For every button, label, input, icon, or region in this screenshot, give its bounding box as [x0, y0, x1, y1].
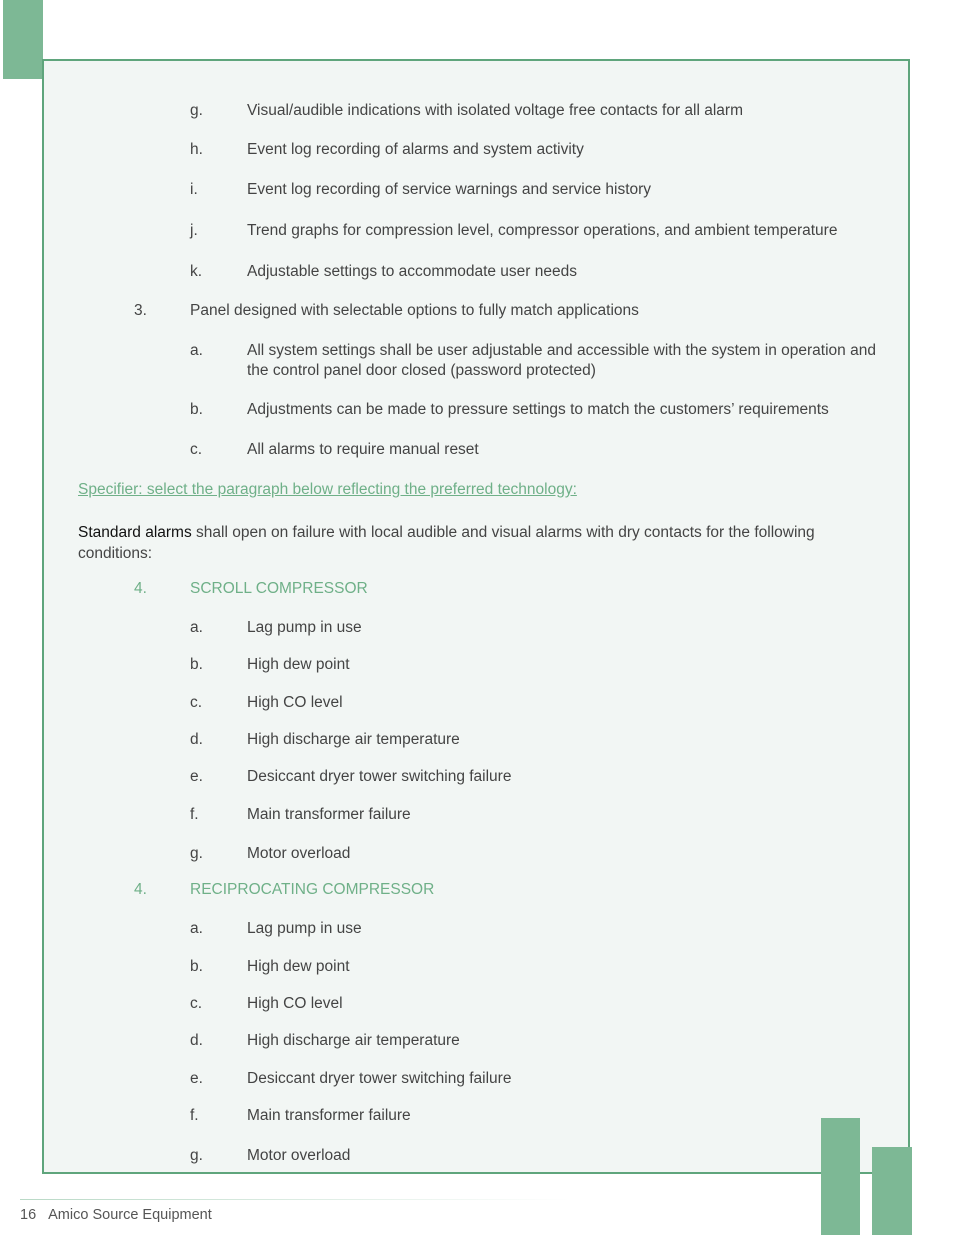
list-text: Panel designed with selectable options to fully match applications — [190, 302, 639, 319]
list-marker: 4. — [134, 580, 147, 597]
list-text: Main transformer failure — [247, 1107, 411, 1124]
list-text: Main transformer failure — [247, 806, 411, 823]
list-text: Adjustments can be made to pressure settings to match the customers’ requirements — [247, 401, 829, 418]
list-marker: c. — [190, 995, 203, 1012]
list-text: Lag pump in use — [247, 619, 362, 636]
list-text: High dew point — [247, 958, 350, 975]
footer-divider — [20, 1199, 570, 1200]
list-marker: a. — [190, 920, 203, 937]
list-marker: d. — [190, 1032, 203, 1049]
list-marker: c. — [190, 694, 203, 711]
list-marker: j. — [190, 222, 198, 239]
list-marker: g. — [190, 102, 203, 119]
list-marker: b. — [190, 656, 203, 673]
footer-title: Amico Source Equipment — [48, 1207, 212, 1223]
list-marker: h. — [190, 141, 203, 158]
list-text: High discharge air temperature — [247, 1032, 460, 1049]
list-text: Adjustable settings to accommodate user needs — [247, 263, 577, 280]
list-marker: b. — [190, 958, 203, 975]
decorative-bar — [872, 1147, 912, 1235]
corner-tab-decoration — [3, 0, 43, 79]
list-marker: d. — [190, 731, 203, 748]
list-marker: i. — [190, 181, 198, 198]
standard-alarms-bold: Standard alarms — [78, 524, 192, 541]
list-marker: b. — [190, 401, 203, 418]
list-marker: 3. — [134, 302, 147, 319]
specifier-note: Specifier: select the paragraph below reflecting the preferred technology: — [78, 481, 577, 498]
list-text: Trend graphs for compression level, compressor operations, and ambient temperature — [247, 222, 838, 239]
page-footer — [20, 1207, 212, 1223]
list-text: Motor overload — [247, 845, 351, 862]
list-text: Event log recording of alarms and system activity — [247, 141, 584, 158]
section-heading: SCROLL COMPRESSOR — [190, 580, 368, 597]
list-marker: f. — [190, 1107, 199, 1124]
list-text: High CO level — [247, 694, 343, 711]
list-text: the control panel door closed (password protected) — [247, 362, 596, 379]
list-marker: a. — [190, 619, 203, 636]
list-marker: k. — [190, 263, 203, 280]
list-text: Motor overload — [247, 1147, 351, 1164]
list-marker: f. — [190, 806, 199, 823]
list-text: High dew point — [247, 656, 350, 673]
standard-alarms-paragraph — [78, 522, 868, 564]
list-text: Event log recording of service warnings and service history — [247, 181, 652, 198]
list-marker: c. — [190, 441, 203, 458]
list-marker: e. — [190, 1070, 203, 1087]
list-text: High discharge air temperature — [247, 731, 460, 748]
list-marker: a. — [190, 342, 203, 359]
list-text: Visual/audible indications with isolated voltage free contacts for all alarm — [247, 102, 743, 119]
list-text: High CO level — [247, 995, 343, 1012]
decorative-bar — [821, 1118, 860, 1235]
list-marker: g. — [190, 1147, 203, 1164]
list-marker: e. — [190, 768, 203, 785]
list-text: All alarms to require manual reset — [247, 441, 479, 458]
standard-alarms-text: shall open on failure with local audible and visual alarms with dry contacts for the following conditions: — [78, 524, 815, 562]
list-text: All system settings shall be user adjustable and accessible with the system in operation and — [247, 342, 876, 359]
list-marker: 4. — [134, 881, 147, 898]
list-text: Desiccant dryer tower switching failure — [247, 768, 512, 785]
list-marker: g. — [190, 845, 203, 862]
list-text: Lag pump in use — [247, 920, 362, 937]
page-number: 16 — [20, 1207, 37, 1223]
section-heading: RECIPROCATING COMPRESSOR — [190, 881, 435, 898]
list-text: Desiccant dryer tower switching failure — [247, 1070, 512, 1087]
